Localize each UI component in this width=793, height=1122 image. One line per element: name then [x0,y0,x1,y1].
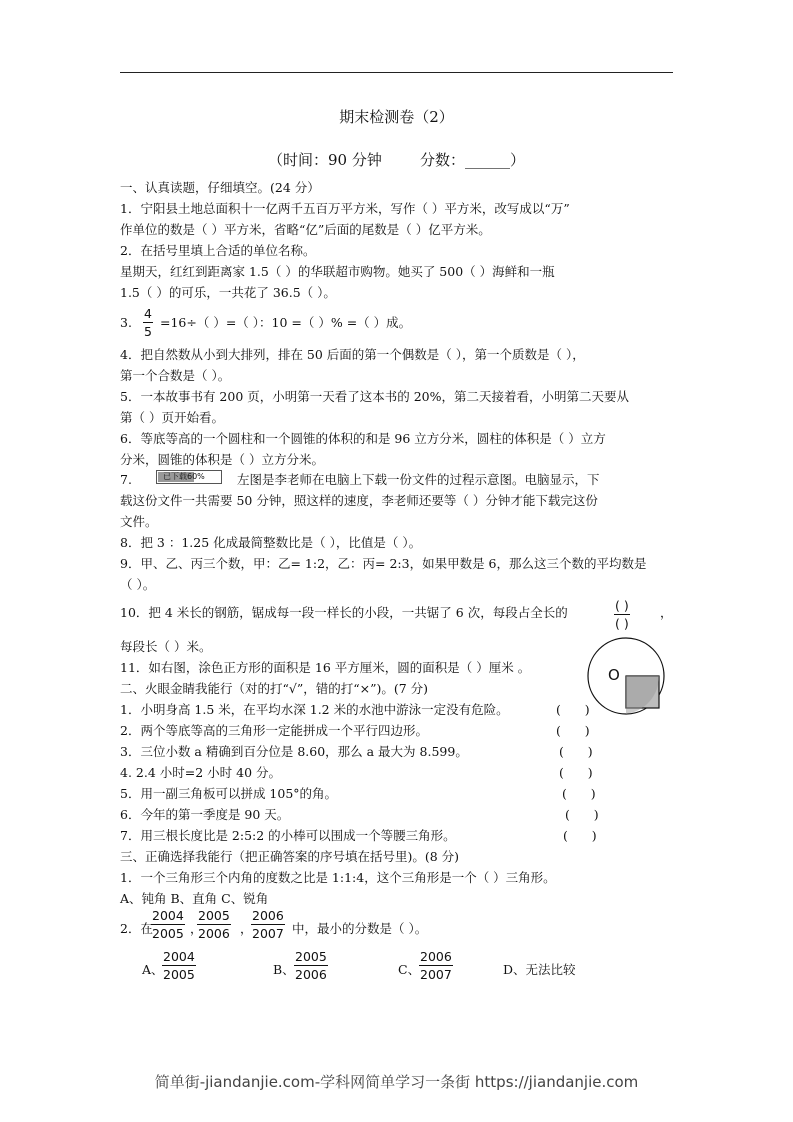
choice-2-fraction-1: $\frac{2004}{2005}$ [152,908,184,941]
circle-center-label: O [608,666,620,684]
tf-7-answer: ( ) [563,828,597,843]
choice-2-option-d: D、无法比较 [503,962,576,977]
question-7-line-1: 左图是李老师在电脑上下载一份文件的过程示意图。电脑显示，下 [237,472,600,487]
tf-4-answer: ( ) [559,765,593,780]
question-8: 8．把 3 ：1.25 化成最简整数比是（ ），比值是（ ）。 [120,535,422,550]
choice-2-text: 中，最小的分数是（ ）。 [292,921,428,936]
tf-5: 5．用一副三角板可以拼成 105°的角。 [120,786,338,801]
choice-2-comma-1: ， [190,921,203,936]
choice-2-option-c-label: C、 [398,962,421,977]
question-4-line-1: 4．把自然数从小到大排列，排在 50 后面的第一个偶数是（ ），第一个质数是（ ）， [120,347,585,362]
page-title: 期末检测卷（2） [339,108,454,126]
choice-1-options: A、钝角 B、直角 C、锐角 [120,891,269,906]
tf-6-answer: ( ) [565,807,599,822]
tf-7: 7．用三根长度比是 2:5:2 的小棒可以围成一个等腰三角形。 [120,828,456,843]
choice-2-fraction-3: $\frac{2006}{2007}$ [252,908,284,941]
page-footer: 简单街-jiandanjie.com-学科网简单学习一条街 https://jiandanjie.com [154,1073,639,1091]
choice-2-prefix: 2．在 [120,921,153,936]
choice-2-option-b-fraction: $\frac{2005}{2006}$ [295,949,327,982]
question-10-fraction-blank: $\frac{( )}{( )}$ [615,598,629,631]
question-5-line-1: 5．一本故事书有 200 页，小明第一天看了这本书的 20%，第二天接着看，小明第二天要从 [120,389,630,404]
choice-2-fraction-2: $\frac{2005}{2006}$ [198,908,230,941]
question-9-line-2: （ ）。 [120,577,156,592]
question-7-line-2: 载这份文件一共需要 50 分钟，照这样的速度，李老师还要等（ ）分钟才能下载完这份 [120,493,598,508]
choice-2-option-b-label: B、 [273,962,295,977]
page-subtitle: （时间：90 分钟 分数：______） [267,151,525,169]
choice-2-option-a-fraction: $\frac{2004}{2005}$ [163,949,195,982]
question-2-line-3: 1.5（ ）的可乐，一共花了 36.5（ ）。 [120,285,336,300]
question-11: 11．如右图，涂色正方形的面积是 16 平方厘米，圆的面积是（ ）厘米 。 [120,660,531,675]
tf-2: 2．两个等底等高的三角形一定能拼成一个平行四边形。 [120,723,428,738]
tf-2-answer: ( ) [556,723,590,738]
question-5-line-2: 第（ ）页开始看。 [120,410,224,425]
tf-6: 6．今年的第一季度是 90 天。 [120,807,290,822]
circle-square-figure [586,636,666,716]
question-1-line-1: 1．宁阳县土地总面积十一亿两千五百万平方米，写作（ ）平方米，改写成以“万” [120,201,570,216]
choice-1-question: 1．一个三角形三个内角的度数之比是 1:1:4，这个三角形是一个（ ）三角形。 [120,870,556,885]
question-7-number: 7. [120,472,132,487]
question-3-fraction: $\frac{4}{5}$ [144,306,152,339]
question-4-line-2: 第一个合数是（ ）。 [120,368,231,383]
tf-1-answer: ( ) [556,702,590,717]
section-3-heading: 三、正确选择我能行（把正确答案的序号填在括号里)。(8 分) [120,849,460,864]
question-10-line-1: 10．把 4 米长的钢筋，锯成每一段一样长的小段，一共锯了 6 次，每段占全长的 [120,605,568,620]
question-3-text: =16÷（ ）=（ ）：10 =（ ）% =（ ）成。 [160,315,412,330]
tf-3-answer: ( ) [559,744,593,759]
question-6-line-1: 6．等底等高的一个圆柱和一个圆锥的体积的和是 96 立方分米，圆柱的体积是（ ）立方 [120,431,606,446]
question-7-line-3: 文件。 [120,514,158,529]
question-2-line-1: 2．在括号里填上合适的单位名称。 [120,243,316,258]
choice-2-option-c-fraction: $\frac{2006}{2007}$ [420,949,452,982]
choice-2-option-a-label: A、 [142,962,164,977]
question-9-line-1: 9．甲、乙、丙三个数，甲：乙= 1:2，乙：丙= 2:3，如果甲数是 6，那么这三个数的平均数是 [120,556,647,571]
download-progress-bar [156,470,222,484]
tf-1: 1．小明身高 1.5 米，在平均水深 1.2 米的水池中游泳一定没有危险。 [120,702,509,717]
section-2-heading: 二、火眼金睛我能行（对的打“√”，错的打“×”)。(7 分) [120,681,429,696]
question-3-number: 3. [120,315,132,330]
download-progress-text: 已下载60% [163,472,205,481]
tf-4: 4. 2.4 小时=2 小时 40 分。 [120,765,282,780]
tf-5-answer: ( ) [562,786,596,801]
question-1-line-2: 作单位的数是（ ）平方米，省略“亿”后面的尾数是（ ）亿平方米。 [120,222,491,237]
top-rule [120,72,673,73]
question-10-line-2: 每段长（ ）米。 [120,639,212,654]
choice-2-comma-2: ， [240,921,253,936]
question-2-line-2: 星期天，红红到距离家 1.5（ ）的华联超市购物。她买了 500（ ）海鲜和一瓶 [120,264,555,279]
question-6-line-2: 分米，圆锥的体积是（ ）立方分米。 [120,452,324,467]
tf-3: 3．三位小数 a 精确到百分位是 8.60，那么 a 最大为 8.599。 [120,744,468,759]
question-10-comma: ， [660,605,673,620]
section-1-heading: 一、认真读题，仔细填空。(24 分） [120,180,320,195]
